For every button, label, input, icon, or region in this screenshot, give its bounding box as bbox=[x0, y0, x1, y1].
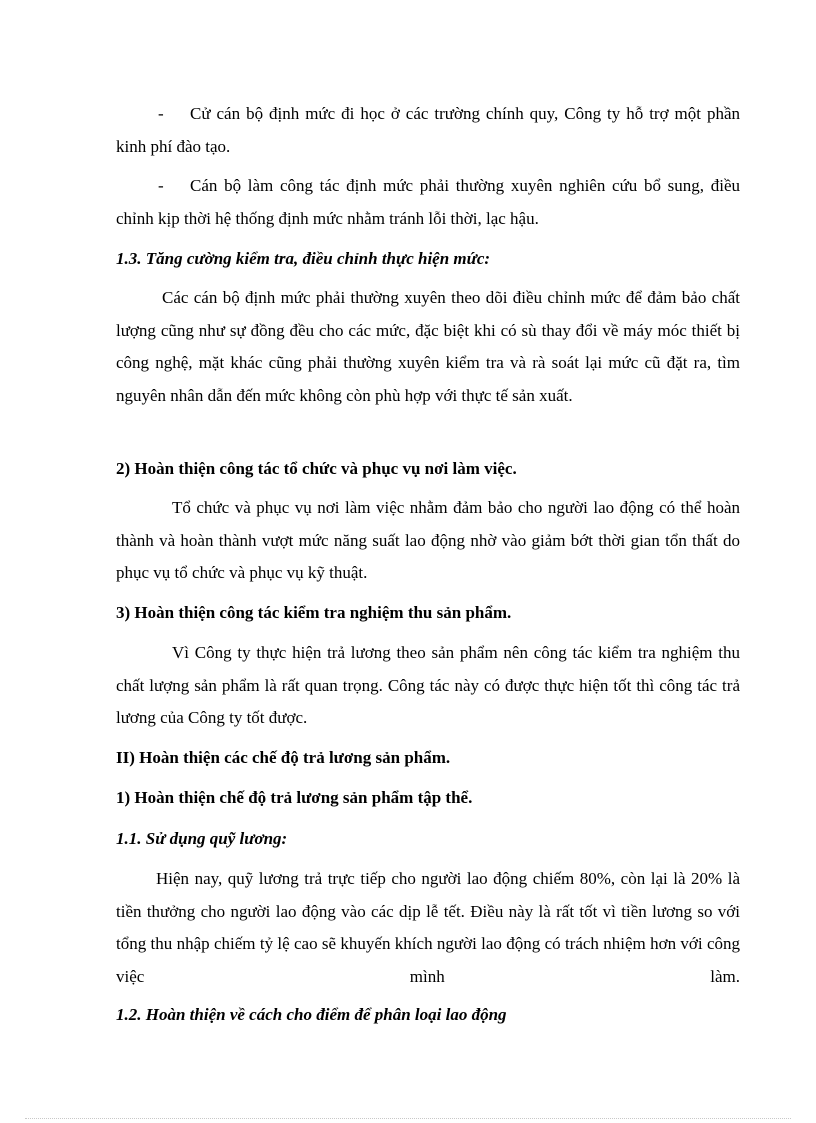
page-bottom-divider bbox=[25, 1118, 791, 1119]
bullet-item-training bbox=[116, 98, 740, 163]
bullet-text: Cán bộ làm công tác định mức phải thường xuyên nghiên cứu bổ sung, điều chỉnh kịp thời hệ thống định mức nhằm tránh lỗi thời, lạc hậu. bbox=[116, 176, 740, 228]
section-heading-1-1: 1.1. Sử dụng quỹ lương: bbox=[116, 829, 288, 848]
section-heading-2: 2) Hoàn thiện công tác tổ chức và phục vụ nơi làm việc. bbox=[116, 459, 517, 478]
section-heading-II-1: 1) Hoàn thiện chế độ trả lương sản phẩm tập thể. bbox=[116, 788, 473, 807]
section-heading-1-2: 1.2. Hoàn thiện về cách cho điểm để phân loại lao động bbox=[116, 1005, 507, 1024]
bullet-dash: - bbox=[158, 176, 164, 195]
section-body-3: Vì Công ty thực hiện trả lương theo sản phẩm nên công tác kiểm tra nghiệm thu chất lượng sản phẩm là rất quan trọng. Công tác này có được thực hiện tốt thì công tác trả lương của Công ty tốt được. bbox=[116, 643, 740, 727]
section-heading-II: II) Hoàn thiện các chế độ trả lương sản phẩm. bbox=[116, 748, 451, 767]
bullet-item-research bbox=[116, 170, 740, 235]
section-heading-1-3: 1.3. Tăng cường kiểm tra, điều chỉnh thực hiện mức: bbox=[116, 249, 491, 268]
bullet-dash: - bbox=[158, 104, 164, 123]
bullet-text: Cử cán bộ định mức đi học ở các trường chính quy, Công ty hỗ trợ một phần kinh phí đào tạo. bbox=[116, 104, 740, 156]
section-heading-3: 3) Hoàn thiện công tác kiểm tra nghiệm thu sản phẩm. bbox=[116, 603, 512, 622]
section-body-2: Tổ chức và phục vụ nơi làm việc nhằm đảm bảo cho người lao động có thể hoàn thành và hoàn thành vượt mức năng suất lao động nhờ vào giảm bớt thời gian tổn thất do phục vụ tổ chức và phục vụ kỹ thuật. bbox=[116, 498, 740, 582]
section-body-1-3: Các cán bộ định mức phải thường xuyên theo dõi điều chỉnh mức để đảm bảo chất lượng cũng như sự đồng đều cho các mức, đặc biệt khi có sù thay đổi về máy móc thiết bị công nghệ, mặt khác cũng phải thường xuyên kiểm tra và rà soát lại mức cũ đặt ra, tìm nguyên nhân dẫn đến mức không còn phù hợp với thực tế sản xuất. bbox=[116, 288, 740, 405]
section-body-1-1: Hiện nay, quỹ lương trả trực tiếp cho người lao động chiếm 80%, còn lại là 20% là tiền thưởng cho người lao động vào các dịp lễ tết. Điều này là rất tốt vì tiền lương so với tổng thu nhập chiếm tỷ lệ cao sẽ khuyến khích người lao động có trách nhiệm hơn với công việc mình làm. bbox=[116, 869, 740, 986]
